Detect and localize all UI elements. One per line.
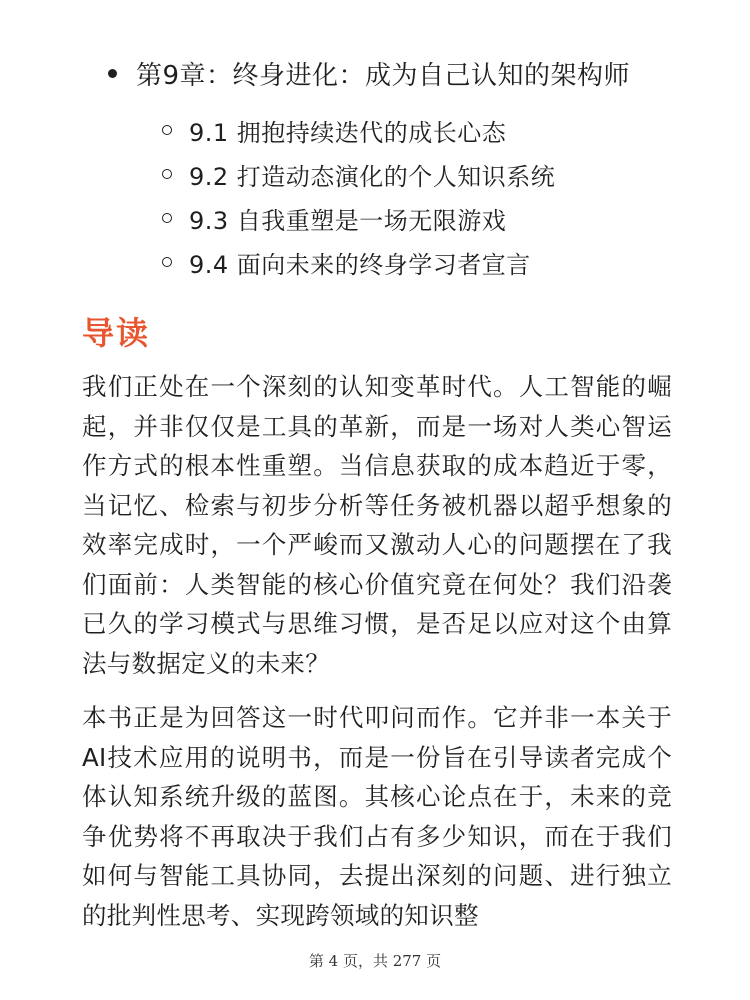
bullet-circle-icon	[162, 213, 172, 223]
chapter-title: 第9章：终身进化：成为自己认知的架构师	[136, 60, 631, 91]
section-title: 9.1 拥抱持续迭代的成长心态	[189, 118, 507, 147]
section-title: 9.3 自我重塑是一场无限游戏	[189, 206, 507, 235]
bullet-disc-icon	[108, 69, 117, 78]
section-list-item	[162, 240, 555, 284]
bullet-circle-icon	[162, 257, 172, 267]
section-list-item	[162, 196, 555, 240]
section-title: 9.2 打造动态演化的个人知识系统	[189, 162, 556, 191]
bullet-circle-icon	[162, 169, 172, 179]
chapter-list-item	[108, 53, 630, 93]
intro-paragraph-1: 我们正处在一个深刻的认知变革时代。人工智能的崛起，并非仅仅是工具的革新，而是一场对人类心智运作方式的根本性重塑。当信息获取的成本趋近于零，当记忆、检索与初步分析等任务被机器以超乎想象的效率完成时，一个严峻而又激动人心的问题摆在了我们面前：人类智能的核心价值究竟在何处？我们沿袭已久的学习模式与思维习惯，是否足以应对这个由算法与数据定义的未来？	[82, 372, 672, 678]
intro-paragraph-2: 本书正是为回答这一时代叩问而作。它并非一本关于AI技术应用的说明书，而是一份旨在引导读者完成个体认知系统升级的蓝图。其核心论点在于，未来的竞争优势将不再取决于我们占有多少知识，而在于我们如何与智能工具协同，去提出深刻的问题、进行独立的批判性思考、实现跨领域的知识整	[82, 703, 672, 930]
section-list	[162, 108, 555, 284]
section-list-item	[162, 152, 555, 196]
section-title: 9.4 面向未来的终身学习者宣言	[189, 250, 531, 279]
page-number-footer: 第 4 页，共 277 页	[308, 952, 442, 970]
bullet-circle-icon	[162, 125, 172, 135]
intro-heading: 导读	[82, 314, 151, 352]
section-list-item	[162, 108, 555, 152]
